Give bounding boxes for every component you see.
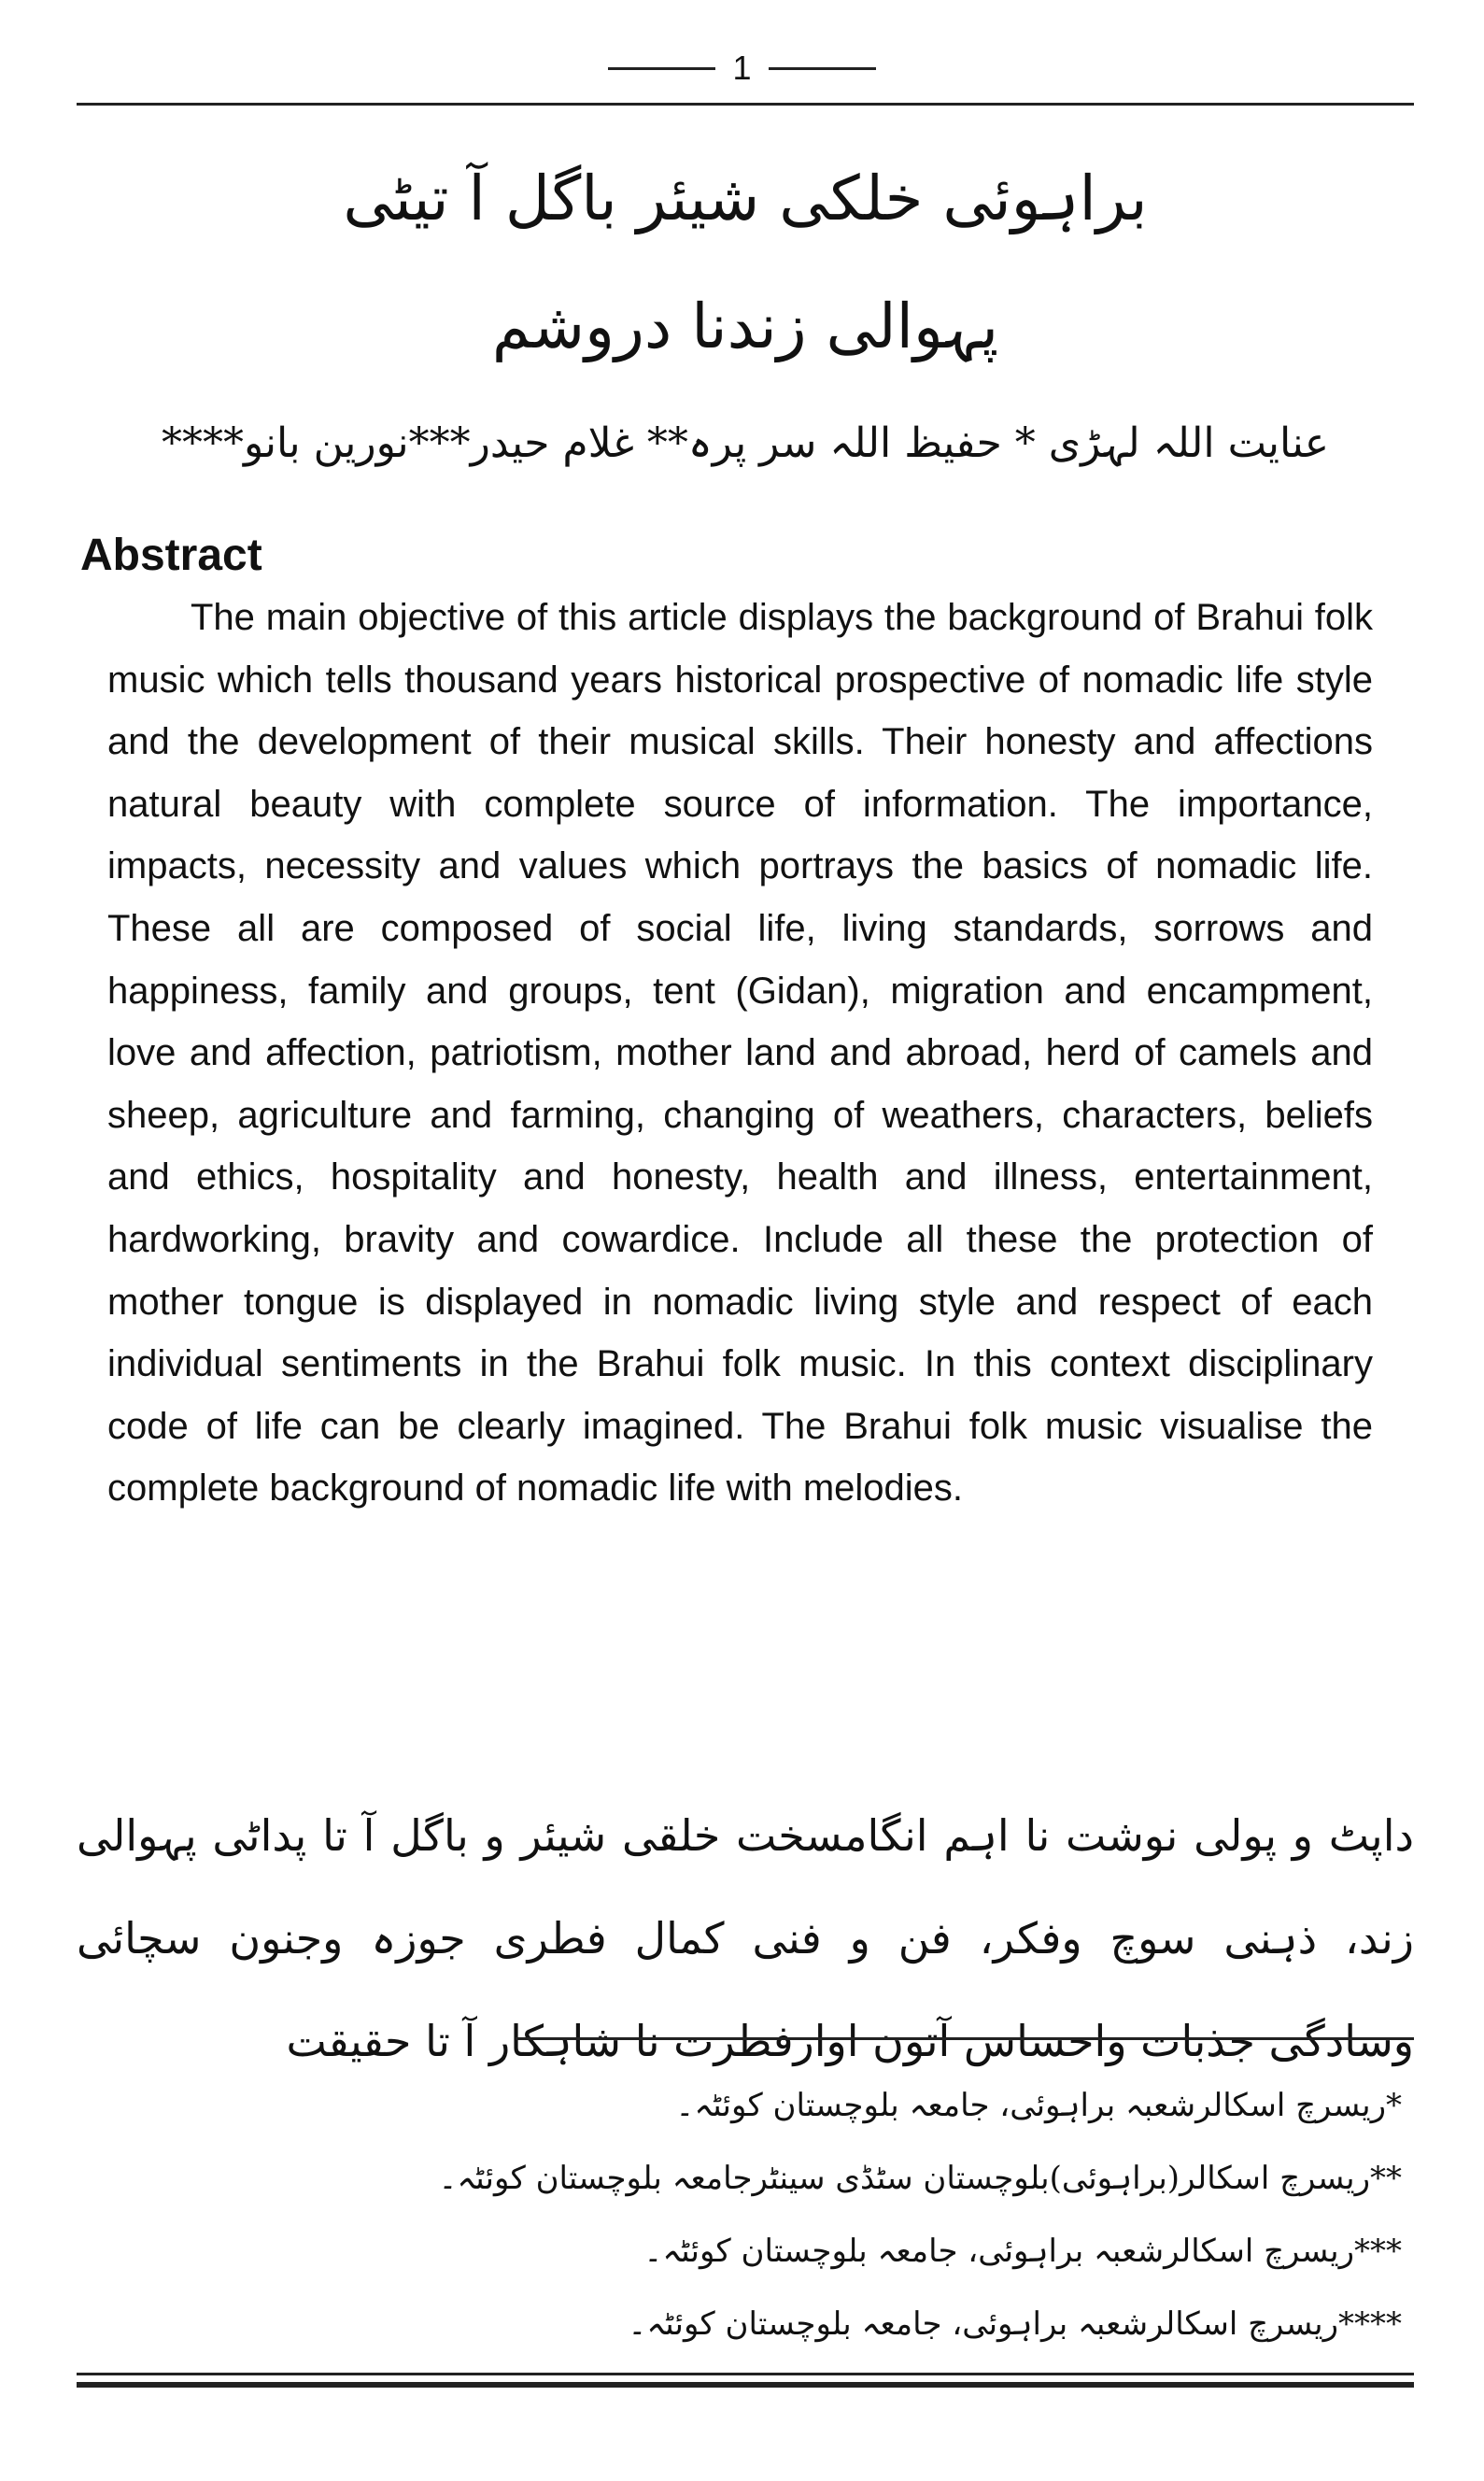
- header-dash-right: [769, 67, 876, 70]
- urdu-body-paragraph: داپٹ و پولی نوشت نا اہم انگامسخت خلقی شیئر و باگل آ تا پداٹی پہوالی زند، ذہنی سوچ وفکر، فن و فنی کمال فطری جوزہ وجنون سچائی وسادگی جذبات واحساس آتون اوارفطرت نا شاہکار آ تا حقیقت: [77, 1810, 1414, 2066]
- footnote-item: **ریسرچ اسکالر(براہوئی)بلوچستان سٹڈی سینٹرجامعہ بلوچستان کوئٹہ۔: [438, 2160, 1402, 2197]
- footnote-item: *ریسرچ اسکالرشعبہ براہوئی، جامعہ بلوچستان کوئٹہ۔: [675, 2087, 1402, 2124]
- header-rule: [77, 103, 1414, 106]
- article-title-line-1: براہوئی خلکی شیئر باگل آ تیٹی: [343, 163, 1148, 234]
- abstract-heading: Abstract: [80, 531, 262, 580]
- page-number: 1: [732, 49, 752, 87]
- footnote-rule: [516, 2037, 1414, 2040]
- footnote-list: [438, 2069, 1402, 2360]
- abstract-body: The main objective of this article displays the background of Brahui folk music which tells thousand years historical prospective of nomadic life style and the development of their musical skills. Their honesty and affections natural beauty with complete source of information. The importance, impacts, necessity and values which portrays the basics of nomadic life. These all are composed of social life, living standards, sorrows and happiness, family and groups, tent (Gidan), migration and encampment, love and affection, patriotism, mother land and abroad, herd of camels and sheep, agriculture and farming, changing of weathers, characters, beliefs and ethics, hospitality and honesty, health and illness, entertainment, hardworking, bravity and cowardice. Include all these the protection of mother tongue is displayed in nomadic living style and respect of each individual sentiments in the Brahui folk music. In this context disciplinary code of life can be clearly imagined. The Brahui folk music visualise the complete background of nomadic life with melodies.: [107, 597, 1373, 1510]
- footnote-item: ****ریسرچ اسکالرشعبہ براہوئی، جامعہ بلوچستان کوئٹہ۔: [628, 2305, 1402, 2343]
- footer-rule-thin: [77, 2373, 1414, 2375]
- footnote-item: ***ریسرچ اسکالرشعبہ براہوئی، جامعہ بلوچستان کوئٹہ۔: [643, 2233, 1402, 2270]
- footer-rule-thick: [77, 2382, 1414, 2388]
- header-dash-left: [608, 67, 715, 70]
- author-list: عنایت اللہ لہڑی * حفیظ اللہ سر پرہ** غلام حیدر***نورین بانو****: [162, 419, 1329, 467]
- article-title-line-2: پہوالی زندنا دروشم: [491, 291, 999, 362]
- page-header: [0, 45, 1484, 92]
